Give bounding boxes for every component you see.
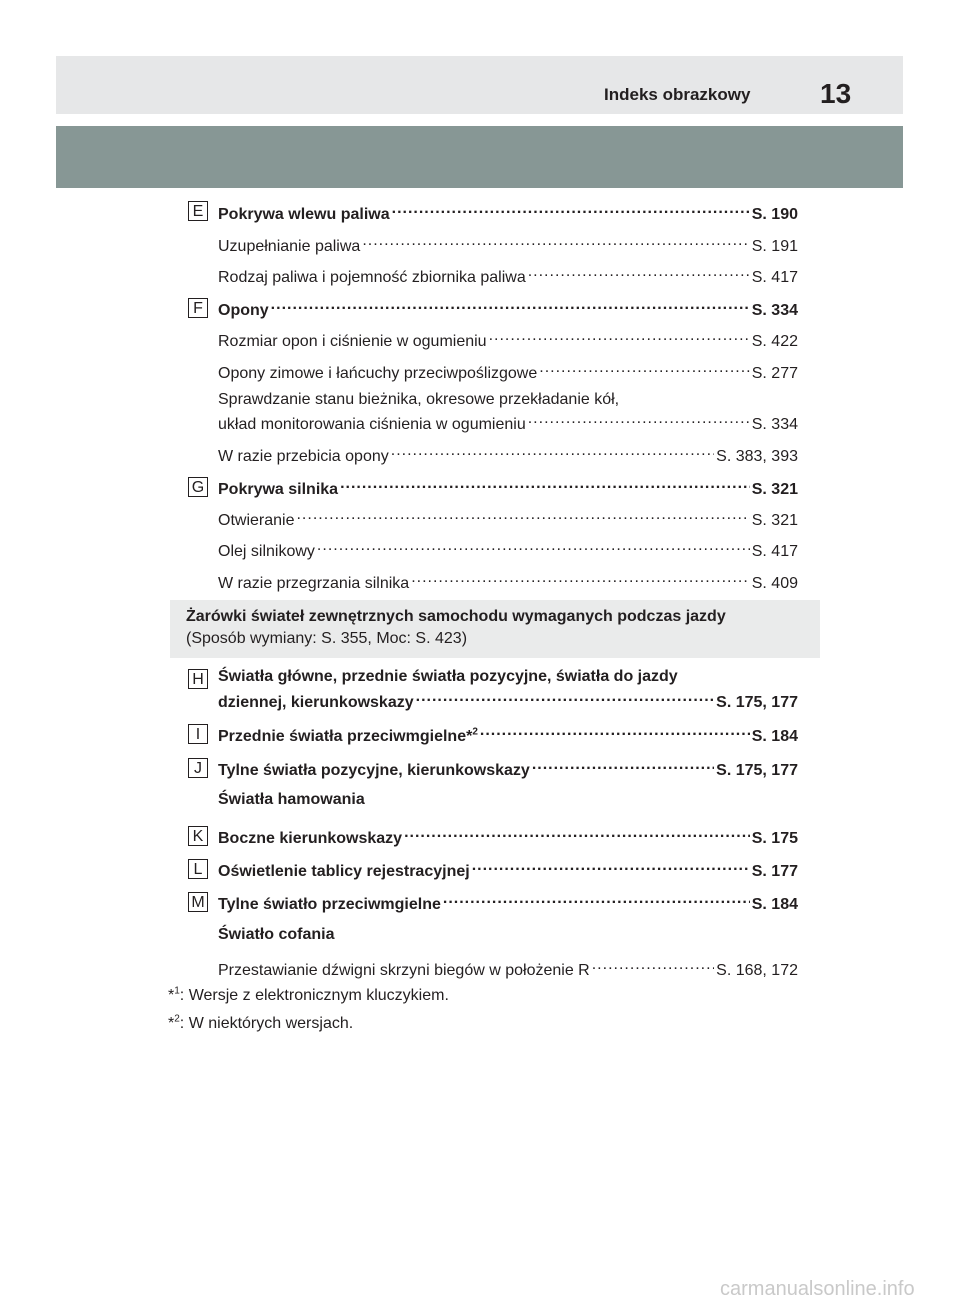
entry-label: Uzupełnianie paliwa	[218, 238, 361, 255]
index-entry-flat-tire[interactable]	[218, 443, 798, 468]
page-title: Indeks obrazkowy	[604, 85, 751, 104]
leader-dots	[528, 411, 750, 429]
entry-page: S. 334	[751, 416, 798, 433]
entry-label: Opony zimowe i łańcuchy przeciwpoślizgowe	[218, 365, 538, 382]
leader-dots	[528, 264, 750, 282]
section-letter-h: H	[188, 669, 208, 689]
entry-label: W razie przebicia opony	[218, 448, 389, 465]
leader-dots	[404, 825, 750, 843]
entry-page: S. 175, 177	[716, 762, 798, 779]
entry-label: dziennej, kierunkowskazy	[218, 694, 414, 711]
index-entry-tires[interactable]	[218, 297, 798, 322]
index-entry-refuel[interactable]	[218, 233, 798, 258]
index-entry-overheating[interactable]	[218, 570, 798, 595]
entry-label: Boczne kierunkowskazy	[218, 830, 403, 847]
leader-dots	[317, 538, 750, 556]
entry-page: S. 417	[751, 269, 798, 286]
leader-dots	[443, 891, 750, 909]
leader-dots	[296, 507, 749, 525]
entry-label: Olej silnikowy	[218, 543, 315, 560]
entry-label: Przednie światła przeciwmgielne*$^2$	[218, 726, 478, 745]
leader-dots	[362, 233, 749, 251]
index-entry-front-fog[interactable]	[218, 723, 798, 748]
leader-dots	[271, 297, 750, 315]
entry-page: S. 321	[751, 481, 798, 498]
footnote-2: *$^2$: W niektórych wersjach.	[168, 1013, 354, 1032]
entry-page: S. 168, 172	[716, 962, 798, 979]
entry-page: S. 277	[751, 365, 798, 382]
header-bar	[56, 56, 903, 114]
entry-page: S. 184	[751, 728, 798, 745]
leader-dots	[539, 360, 749, 378]
index-entry-fuel-type[interactable]	[218, 264, 798, 289]
section-letter-j: J	[188, 758, 208, 778]
entry-label: Otwieranie	[218, 512, 295, 529]
entry-label: Oświetlenie tablicy rejestracyjnej	[218, 863, 470, 880]
footnote-1: *$^1$: Wersje z elektronicznym kluczykiem.	[168, 985, 449, 1004]
decorative-band	[56, 126, 903, 188]
leader-dots	[472, 858, 750, 876]
entry-label: Tylne światła pozycyjne, kierunkowskazy	[218, 762, 530, 779]
entry-label: Rozmiar opon i ciśnienie w ogumieniu	[218, 333, 487, 350]
leader-dots	[411, 570, 750, 588]
entry-page: S. 321	[751, 512, 798, 529]
entry-page: S. 417	[751, 543, 798, 560]
section-letter-k: K	[188, 826, 208, 846]
leader-dots	[392, 201, 750, 219]
index-entry-headlights-line1: Światła główne, przednie światła pozycyjne, światła do jazdy	[218, 668, 678, 685]
entry-label: Opony	[218, 302, 269, 319]
section-letter-i: I	[188, 724, 208, 744]
entry-page: S. 184	[751, 896, 798, 913]
entry-label: Przestawianie dźwigni skrzyni biegów w położenie R	[218, 962, 590, 979]
index-entry-license-plate[interactable]	[218, 858, 798, 883]
entry-label: Tylne światło przeciwmgielne	[218, 896, 441, 913]
entry-label: układ monitorowania ciśnienia w ogumieniu	[218, 416, 526, 433]
entry-page: S. 409	[751, 575, 798, 592]
leader-dots	[489, 328, 750, 346]
entry-label: Pokrywa silnika	[218, 481, 339, 498]
index-entry-tire-size[interactable]	[218, 328, 798, 353]
entry-page: S. 334	[751, 302, 798, 319]
entry-page: S. 190	[751, 206, 798, 223]
section-letter-m: M	[188, 892, 208, 912]
entry-page: S. 383, 393	[716, 448, 798, 465]
index-entry-shift-r[interactable]	[218, 957, 798, 982]
page-number: 13	[820, 78, 852, 109]
section-letter-e: E	[188, 201, 208, 221]
index-entry-winter-tires[interactable]	[218, 360, 798, 385]
index-entry-opening[interactable]	[218, 507, 798, 532]
entry-page: S. 191	[751, 238, 798, 255]
index-entry-fuel-door[interactable]	[218, 201, 798, 226]
index-entry-tread-check[interactable]	[218, 411, 798, 436]
reverse-light-heading: Światło cofania	[218, 926, 335, 943]
section-letter-g: G	[188, 477, 208, 497]
index-entry-hood[interactable]	[218, 476, 798, 501]
index-entry-engine-oil[interactable]	[218, 538, 798, 563]
index-entry-rear-position[interactable]	[218, 757, 798, 782]
leader-dots	[416, 689, 715, 707]
entry-page: S. 175	[751, 830, 798, 847]
entry-page: S. 422	[751, 333, 798, 350]
entry-label: Rodzaj paliwa i pojemność zbiornika paliwa	[218, 269, 526, 286]
entry-label: W razie przegrzania silnika	[218, 575, 410, 592]
index-entry-tread-line1: Sprawdzanie stanu bieżnika, okresowe przekładanie kół,	[218, 391, 620, 408]
brake-lights-heading: Światła hamowania	[218, 791, 365, 808]
entry-page: S. 177	[751, 863, 798, 880]
bulbs-heading-subtitle: (Sposób wymiany: S. 355, Moc: S. 423)	[186, 630, 468, 647]
entry-label: Pokrywa wlewu paliwa	[218, 206, 390, 223]
leader-dots	[480, 723, 750, 741]
watermark: carmanualsonline.info	[720, 1278, 915, 1300]
leader-dots	[340, 476, 750, 494]
entry-page: S. 175, 177	[716, 694, 798, 711]
section-letter-l: L	[188, 859, 208, 879]
index-entry-rear-fog[interactable]	[218, 891, 798, 916]
section-letter-f: F	[188, 298, 208, 318]
bulbs-heading-title: Żarówki świateł zewnętrznych samochodu wymaganych podczas jazdy	[186, 608, 726, 625]
leader-dots	[532, 757, 714, 775]
index-entry-side-turn[interactable]	[218, 825, 798, 850]
index-entry-headlights[interactable]	[218, 689, 798, 714]
leader-dots	[592, 957, 714, 975]
leader-dots	[391, 443, 714, 461]
